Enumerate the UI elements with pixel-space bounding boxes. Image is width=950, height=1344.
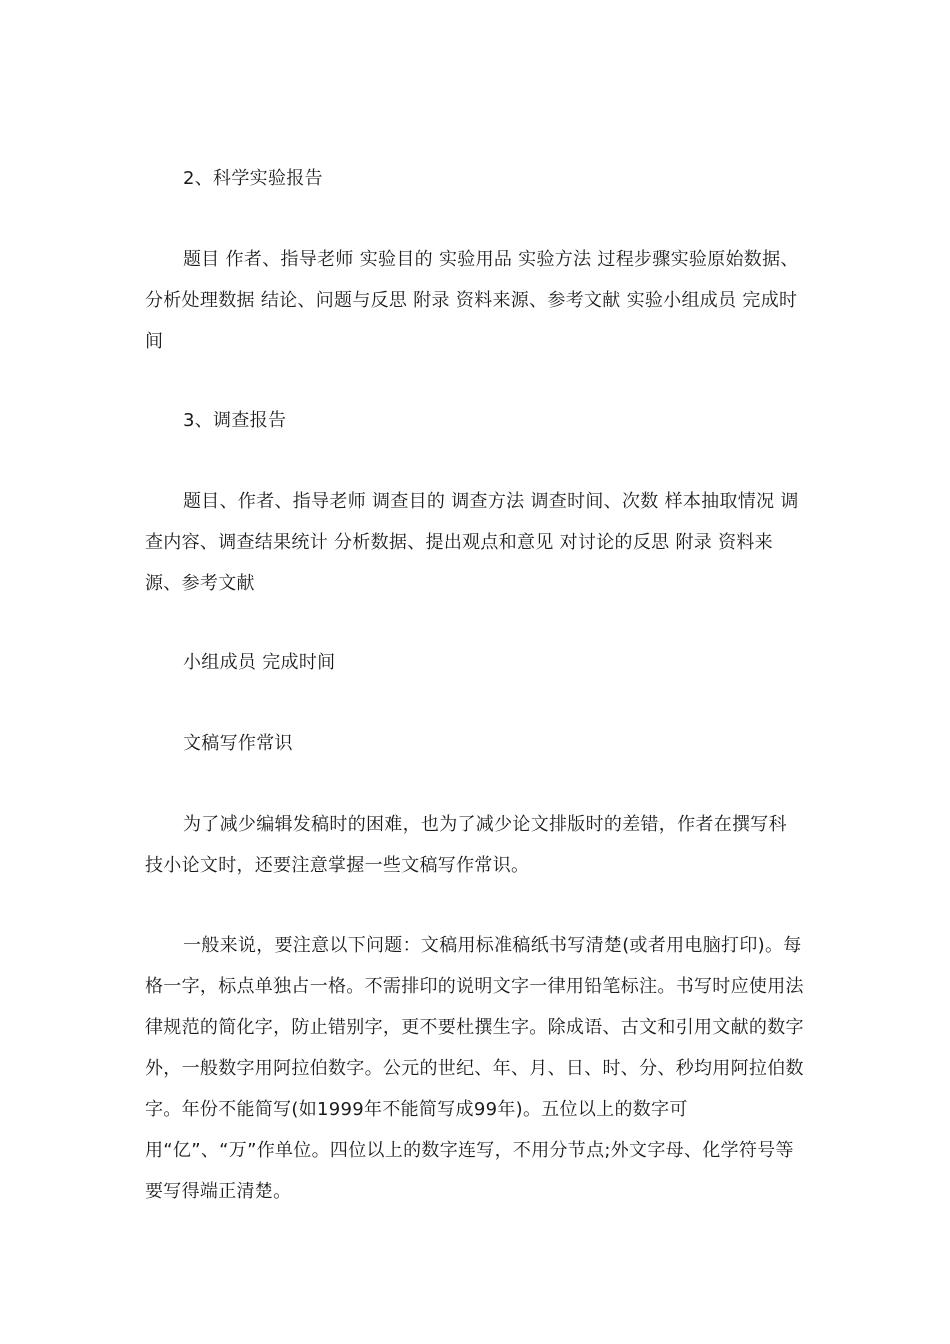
section-heading-writing-knowledge: 文稿写作常识 xyxy=(183,733,293,754)
writing-knowledge-rules-paragraph: 一般来说，要注意以下问题：文稿用标准稿纸书写清楚(或者用电脑打印)。每格一字，标点单独占一格。不需排印的说明文字一律用铅笔标注。书写时应使用法律规范的简化字，防止错别字，更不要杜撰生字。除成语、古文和引用文献的数字外，一般数字用阿拉伯数字。公元的世纪、年、月、日、时、分、秒均用阿拉伯数字。年份不能简写(如1999年不能简写成99年)。五位以上的数字可用“亿”、“万”作单位。四位以上的数字连写，不用分节点;外文字母、化学符号等要写得端正清楚。 xyxy=(145,935,804,1202)
section-heading-science-report: 2、科学实验报告 xyxy=(183,168,323,189)
survey-report-members-line: 小组成员 完成时间 xyxy=(183,652,336,673)
writing-knowledge-intro-paragraph: 为了减少编辑发稿时的困难，也为了减少论文排版时的差错，作者在撰写科技小论文时，还要注意掌握一些文稿写作常识。 xyxy=(145,814,787,876)
survey-report-structure-paragraph: 题目、作者、指导老师 调查目的 调查方法 调查时间、次数 样本抽取情况 调查内容、调查结果统计 分析数据、提出观点和意见 对讨论的反思 附录 资料来源、参考文献 xyxy=(145,491,799,594)
science-report-structure-paragraph: 题目 作者、指导老师 实验目的 实验用品 实验方法 过程步骤实验原始数据、分析处理数据 结论、问题与反思 附录 资料来源、参考文献 实验小组成员 完成时间 xyxy=(145,249,799,352)
section-heading-survey-report: 3、调查报告 xyxy=(183,410,287,431)
